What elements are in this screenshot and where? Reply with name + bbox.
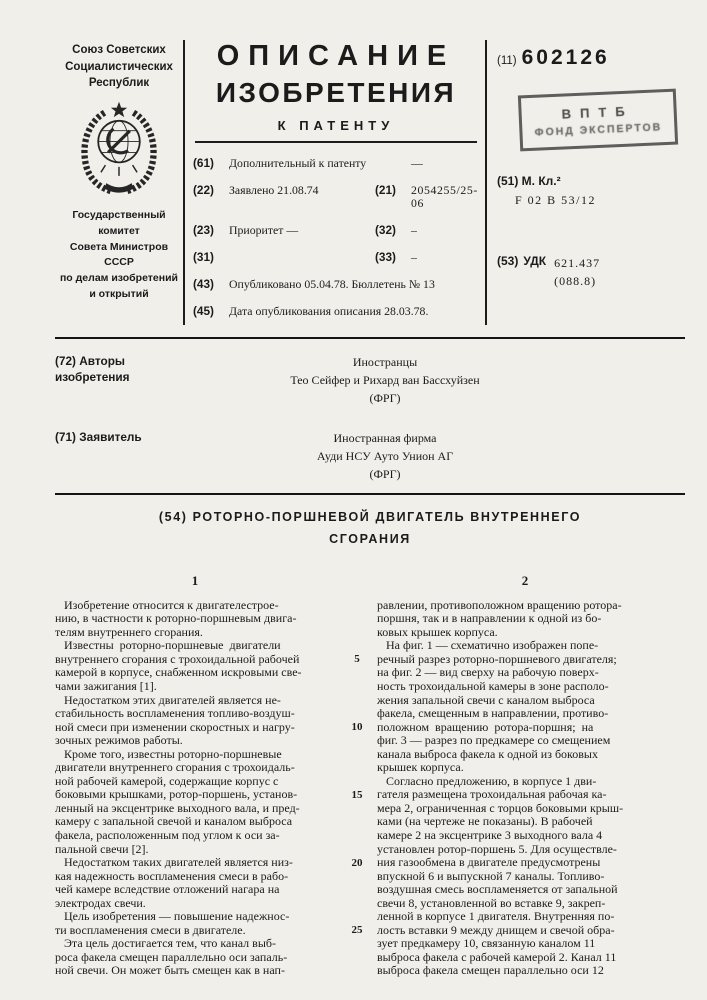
field-label bbox=[229, 251, 375, 265]
udk-code: (53) bbox=[497, 254, 519, 268]
publication-number bbox=[497, 46, 685, 70]
biblio-row-23-32 bbox=[193, 224, 479, 238]
body-column-2: равлении, противоположном вращению ротора- поршня, так и в направлении к одной из бо- ковых крышек корпуса. На фиг. 1 — схематично изображен попе- речный разрез роторно-поршневого двигателя; на фиг. 2 — вид сверху на рабочую поверх- ность трохоидальной камеры в зоне располо- жения запальной свечи с каналом выброса факела, смещенным в направлении, противо- положном вращению ротора-поршня; на фиг. 3 — разрез по предкамере со смещением канала выброса факела к одной из боковых крышек корпуса. Согласно предложению, в корпусе 1 дви- гателя размещена трохоидальная рабочая ка- мера 2, ограниченная с торцов боковыми крыш- ками (на чертеже не показаны). В рабочей камере 2 на эксцентрике 3 выходного вала 4 установлен ротор-поршень 5. Для осуществле- ния газообмена в двигателе предусмотрены впускной 6 и выпускной 7 каналы. Топливо- воздушная смесь воспламеняется от запальной свечи 8, установленной во вставке 9, закреп- ленной в корпусе 1 двигателя. Внутренняя по- лость вставки 9 между днищем и свечой обра- зует предкамеру 10, связанную каналом 11 выброса факела с рабочей камерой 2. Канал 11 выброса факела смещен параллельно оси 12 bbox=[377, 597, 624, 978]
column-1-header: 1 bbox=[191, 572, 199, 588]
field-code: (32) bbox=[375, 223, 396, 238]
document-header bbox=[55, 40, 685, 325]
column-2-header: 2 bbox=[521, 572, 529, 588]
pub-number-value: 602126 bbox=[521, 46, 610, 69]
field-label: Приоритет — bbox=[229, 223, 299, 238]
field-value: – bbox=[411, 250, 418, 265]
line-number-gutter bbox=[337, 599, 377, 978]
title-divider-rule bbox=[55, 493, 685, 495]
field-code: (45) bbox=[193, 304, 214, 319]
biblio-row-43 bbox=[193, 278, 479, 292]
ussr-state-emblem-icon bbox=[73, 100, 165, 194]
int-class-label: (51) М. Кл.² bbox=[497, 174, 561, 188]
line-number-20: 20 bbox=[351, 856, 363, 869]
applicant-value: Иностранная фирма Ауди НСУ Ауто Унион АГ (ФРГ) bbox=[316, 430, 454, 481]
document-type-and-biblio-block bbox=[183, 40, 487, 325]
line-number-15: 15 bbox=[351, 788, 363, 801]
field-code: (31) bbox=[193, 250, 214, 265]
field-value: 2054255/25-06 bbox=[411, 182, 478, 211]
doc-type-title-line2: ИЗОБРЕТЕНИЯ bbox=[215, 77, 457, 108]
field-code bbox=[375, 157, 411, 171]
biblio-row-45 bbox=[193, 305, 479, 319]
udk-field bbox=[497, 254, 600, 290]
authors-value: Иностранцы Тео Сейфер и Рихард ван Бассхуйзен (ФРГ) bbox=[290, 354, 480, 405]
int-class-field bbox=[497, 174, 596, 208]
description-body bbox=[55, 599, 685, 978]
doc-type-title-line1: ОПИСАНИЕ bbox=[216, 40, 456, 72]
committee-name: Государственный комитет Совета Министров СССР по делам изобретений и открытий bbox=[59, 209, 179, 300]
body-column-1: Изобретение относится к двигателестрое- нию, в частности к роторно-поршневым двига- телям внутреннего сгорания. Известны роторно-поршневые двигатели внутреннего сгорания с трохоидальной рабочей камерой в корпусе, снабженном искровыми све- чами зажигания [1]. Недостатком этих двигателей является не- стабильность воспламенения топливо-воздуш- ной смеси при изменении скоростных и нагру- зочных режимов работы. Кроме того, известны роторно-поршневые двигатели внутреннего сгорания с трохоидаль- ной рабочей камерой, содержащие корпус с боковыми крышками, ротор-поршень, установ- ленный на эксцентрике выходного вала, и пред- камеру с запальной свечой и каналом выброса факела, расположенным под углом к оси за- пальной свечи [2]. Недостатком таких двигателей является низ- кая надежность воспламенения смеси в рабо- чей камере вследствие отложений нагара на электродах свечи. Цель изобретения — повышение надежнос- ти воспламенения смеси в двигателе. Эта цель достигается тем, что канал выб- роса факела смещен параллельно оси запаль- ной свечи. Он может быть смещен как в нап- bbox=[55, 597, 302, 978]
doc-type-subtitle: К ПАТЕНТУ bbox=[277, 118, 395, 133]
column-headers bbox=[55, 573, 685, 589]
applicant-field-label: (71) Заявитель bbox=[55, 429, 142, 444]
star-shape bbox=[111, 102, 127, 117]
field-code: (21) bbox=[375, 182, 396, 197]
ussr-state-emblem-icon bbox=[73, 100, 165, 194]
field-label: Опубликовано 05.04.78. Бюллетень № 13 bbox=[229, 277, 435, 292]
section-divider-rule bbox=[55, 337, 685, 339]
stamp-text-line2: ФОНД ЭКСПЕРТОВ bbox=[534, 120, 663, 139]
field-label: Заявлено 21.08.74 bbox=[229, 182, 319, 197]
field-code: (43) bbox=[193, 277, 214, 292]
int-class-value: F 02 B 53/12 bbox=[515, 193, 597, 207]
authors-field-label: (72) Авторы изобретения bbox=[55, 353, 130, 385]
header-divider-rule bbox=[195, 141, 477, 143]
union-name: Союз Советских Социалистических Республик bbox=[65, 44, 173, 90]
field-code: (33) bbox=[375, 250, 396, 265]
biblio-row-22-21 bbox=[193, 184, 479, 211]
udk-value: 621.437 (088.8) bbox=[554, 256, 601, 288]
stamp-text-line1: ВПТБ bbox=[561, 102, 634, 122]
line-number-10: 10 bbox=[351, 720, 363, 733]
field-code: (22) bbox=[193, 182, 214, 197]
pub-number-code: (11) bbox=[497, 55, 517, 67]
field-label: Дополнительный к патенту bbox=[229, 155, 367, 170]
line-number-5: 5 bbox=[354, 652, 360, 665]
biblio-row-61 bbox=[193, 157, 479, 171]
authors-row bbox=[55, 353, 685, 407]
library-stamp bbox=[518, 89, 678, 152]
biblio-row-31-33 bbox=[193, 251, 479, 265]
issuing-authority-block bbox=[55, 40, 183, 325]
applicant-row bbox=[55, 429, 685, 483]
udk-label: УДК bbox=[523, 254, 547, 268]
field-code: (23) bbox=[193, 223, 214, 238]
line-number-25: 25 bbox=[351, 923, 363, 936]
field-label: Дата опубликования описания 28.03.78. bbox=[229, 304, 429, 319]
invention-title: (54) РОТОРНО-ПОРШНЕВОЙ ДВИГАТЕЛЬ ВНУТРЕННЕГО СГОРАНИЯ bbox=[158, 509, 582, 546]
field-value: – bbox=[411, 223, 418, 238]
field-value: — bbox=[411, 155, 424, 170]
field-code: (61) bbox=[193, 155, 214, 170]
publication-number-block bbox=[487, 40, 685, 325]
